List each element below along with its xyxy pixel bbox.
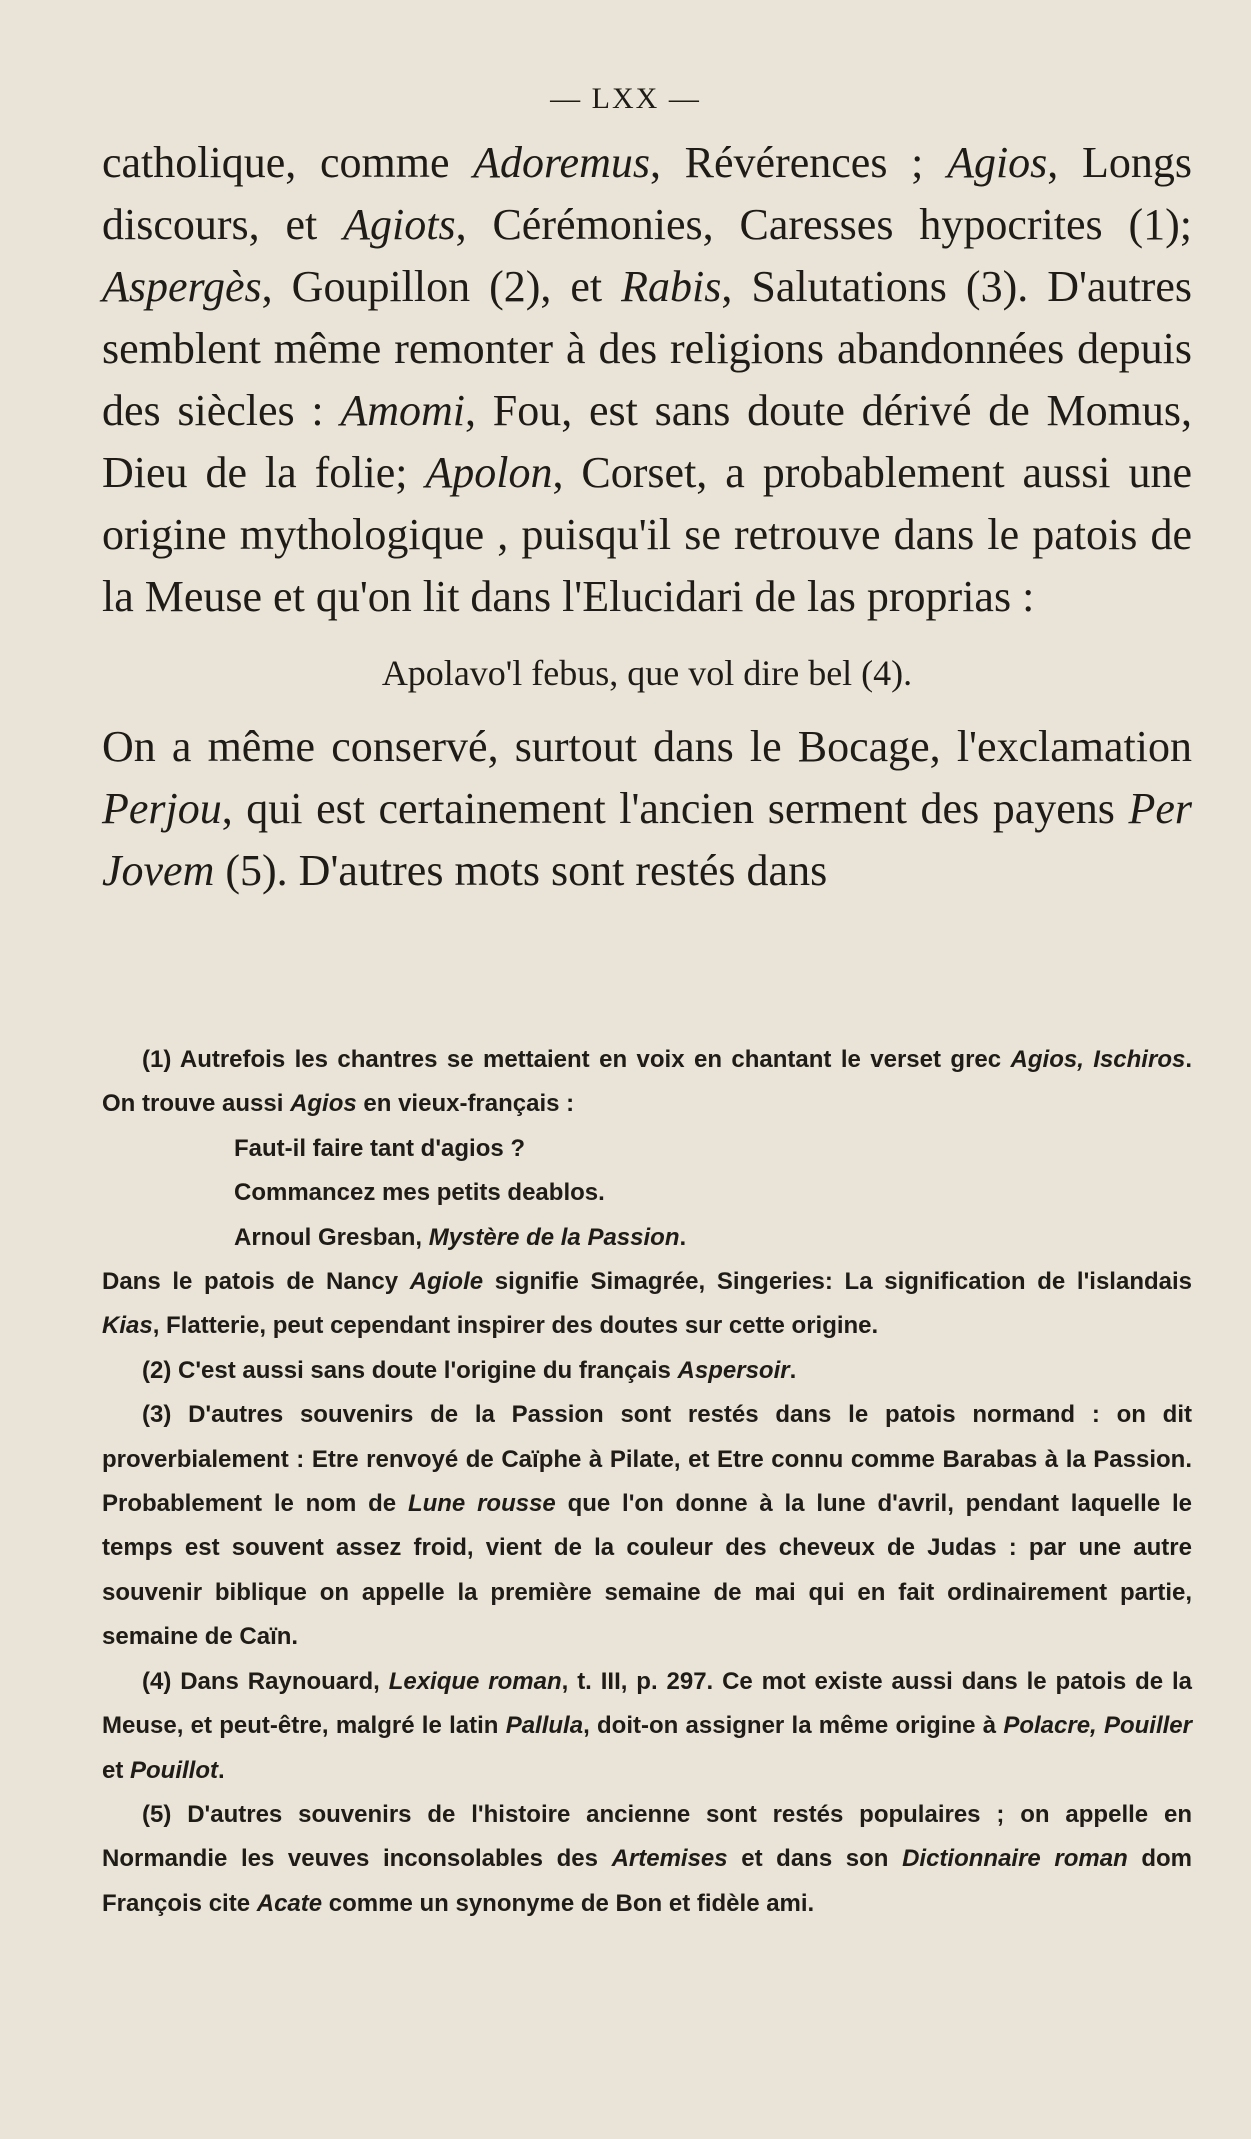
footnote-1: (1) Autrefois les chantres se mettaient en voix en chantant le verset grec Agios, Ischiros. On trouve aussi Agios en vieux-français : <box>102 1046 1192 1118</box>
footnote-1-continued: Dans le patois de Nancy Agiole signifie Simagrée, Singeries: La signification de l'islandais Kias, Flatterie, peut cependant inspirer des doutes sur cette origine. <box>102 1268 1192 1340</box>
paragraph-2: On a même conservé, surtout dans le Bocage, l'exclamation Perjou, qui est certainement l'ancien serment des payens Per Jovem (5). D'autres mots sont restés dans <box>102 722 1192 895</box>
footnote-4: (4) Dans Raynouard, Lexique roman, t. III, p. 297. Ce mot existe aussi dans le patois de la Meuse, et peut-être, malgré le latin Pallula, doit-on assigner la même origine à Polacre, Pouiller et Pouillot. <box>102 1667 1193 1784</box>
poem-line: Commancez mes petits deablos. <box>234 1179 605 1207</box>
main-text <box>102 132 1192 902</box>
footnote-2: (2) C'est aussi sans doute l'origine du français Aspersoir. <box>142 1356 797 1384</box>
poem-attribution: Arnoul Gresban, Mystère de la Passion. <box>234 1223 687 1251</box>
quotation: Apolavo'l febus, que vol dire bel (4). <box>381 653 913 693</box>
paragraph-1: catholique, comme Adoremus, Révérences ; Agios, Longs discours, et Agiots, Cérémonies, Caresses hypocrites (1); Aspergès, Goupillon (2), et Rabis, Salutations (3). D'autres semblent même remonter à des religions abandonnées depuis des siècles : Amomi, Fou, est sans doute dérivé de Momus, Dieu de la folie; Apolon, Corset, a probablement aussi une origine mythologique , puisqu'il se retrouve dans le patois de la Meuse et qu'on lit dans l'Elucidari de las proprias : <box>102 138 1192 621</box>
footnotes <box>102 1038 1192 1926</box>
footnote-3: (3) D'autres souvenirs de la Passion sont restés dans le patois normand : on dit proverbialement : Etre renvoyé de Caïphe à Pilate, et Etre connu comme Barabas à la Passion. Probablement le nom de Lune rousse que l'on donne à la lune d'avril, pendant laquelle le temps est souvent assez froid, vient de la couleur des cheveux de Judas : par une autre souvenir biblique on appelle la première semaine de mai qui en fait ordinairement partie, semaine de Caïn. <box>102 1401 1192 1651</box>
footnote-5: (5) D'autres souvenirs de l'histoire ancienne sont restés populaires ; on appelle en Normandie les veuves inconsolables des Artemises et dans son Dictionnaire roman dom François cite Acate comme un synonyme de Bon et fidèle ami. <box>102 1800 1193 1917</box>
page-number: — LXX — <box>550 82 701 115</box>
poem-line: Faut-il faire tant d'agios ? <box>234 1134 526 1162</box>
